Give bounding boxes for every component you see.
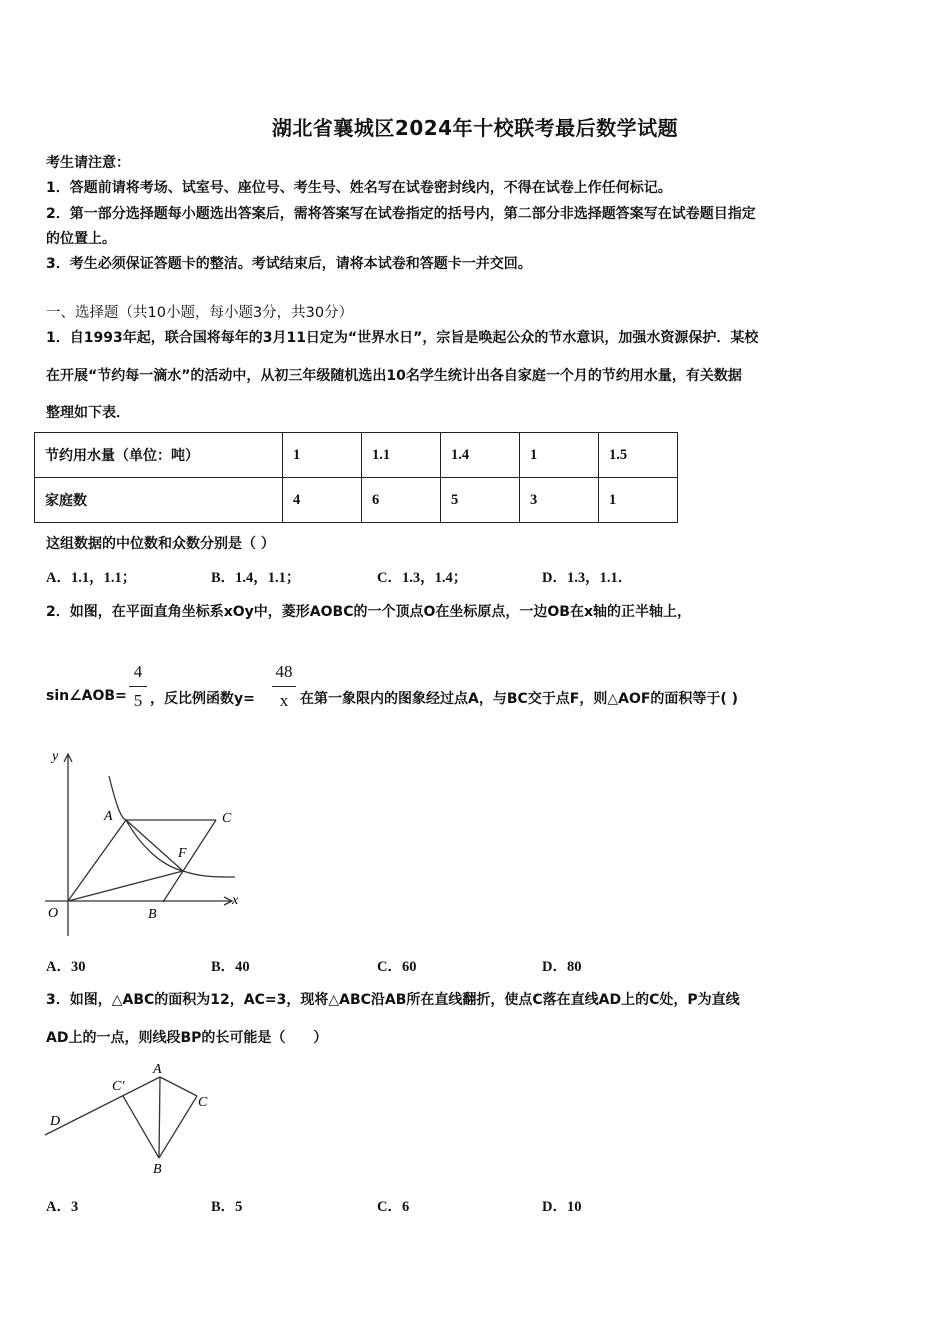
table-row: [35, 433, 678, 478]
fraction-48-x: [272, 662, 296, 711]
q2-suffix: 在第一象限内的图象经过点A，与BC交于点F，则△AOF的面积等于( ): [300, 691, 739, 707]
notice-item-2: 2．第一部分选择题每小题选出答案后，需将答案写在试卷指定的括号内，第二部分非选择题答案写在试卷题目指定: [46, 206, 756, 222]
table-cell: 1: [599, 478, 678, 523]
table-row: [35, 478, 678, 523]
label-c: C: [222, 811, 232, 826]
fraction-denominator: 5: [133, 691, 143, 710]
q1-option-c[interactable]: C．1.3，1.4；: [377, 570, 468, 586]
q3-option-c[interactable]: C．6: [377, 1199, 410, 1215]
q1-line-2: 在开展“节约每一滴水”的活动中，从初三年级随机选出10名学生统计出各自家庭一个月的节约用水量，有关数据: [46, 368, 742, 384]
label-a: A: [153, 1062, 162, 1077]
label-y: y: [52, 749, 59, 764]
table-cell: 1.1: [362, 433, 441, 478]
q3-figure-triangle-fold: [40, 1055, 230, 1180]
section-heading: 一、选择题（共10小题，每小题3分，共30分）: [46, 305, 354, 321]
table-row-header: 家庭数: [35, 478, 283, 523]
label-c-prime: C′: [112, 1079, 125, 1094]
table-cell: 1.4: [441, 433, 520, 478]
water-saving-table: [34, 432, 678, 523]
table-cell: 6: [362, 478, 441, 523]
q2-sin-prefix: sin∠AOB=: [46, 688, 127, 704]
notice-item-1: 1．答题前请将考场、试室号、座位号、考生号、姓名写在试卷密封线内，不得在试卷上作任何标记。: [46, 180, 672, 196]
q3-line-1: 3．如图，△ABC的面积为12，AC=3，现将△ABC沿AB所在直线翻折，使点C落在直线AD上的C处，P为直线: [46, 992, 740, 1008]
label-o: O: [48, 906, 59, 921]
label-f: F: [178, 846, 187, 861]
q2-line-1: 2．如图，在平面直角坐标系xOy中，菱形AOBC的一个顶点O在坐标原点，一边OB在x轴的正半轴上，: [46, 604, 691, 620]
label-x: x: [232, 893, 239, 908]
q1-question: 这组数据的中位数和众数分别是（ ）: [46, 536, 275, 552]
q3-option-a[interactable]: A．3: [46, 1199, 79, 1215]
q3-option-b[interactable]: B．5: [211, 1199, 243, 1215]
q2-option-a[interactable]: A．30: [46, 959, 86, 975]
table-cell: 1: [283, 433, 362, 478]
fraction-numerator: 4: [129, 662, 147, 687]
fraction-4-5: [129, 662, 147, 711]
fraction-numerator: 48: [272, 662, 296, 687]
q1-option-b[interactable]: B．1.4，1.1；: [211, 570, 301, 586]
table-cell: 1: [520, 433, 599, 478]
label-a: A: [104, 809, 113, 824]
q2-option-b[interactable]: B．40: [211, 959, 250, 975]
q1-option-a[interactable]: A．1.1，1.1；: [46, 570, 137, 586]
q2-mid-text: ，反比例函数y=: [150, 691, 255, 707]
table-row-header: 节约用水量（单位：吨）: [35, 433, 283, 478]
notice-item-2-cont: 的位置上。: [46, 231, 116, 247]
table-cell: 4: [283, 478, 362, 523]
q2-option-c[interactable]: C．60: [377, 959, 417, 975]
q1-line-1: 1．自1993年起，联合国将每年的3月11日定为“世界水日”，宗旨是唤起公众的节水意识，加强水资源保护．某校: [46, 330, 759, 346]
q3-line-2: AD上的一点，则线段BP的长可能是（ ）: [46, 1030, 328, 1046]
q3-option-d[interactable]: D．10: [542, 1199, 582, 1215]
label-c: C: [198, 1095, 208, 1110]
label-b: B: [148, 907, 157, 922]
q1-option-d[interactable]: D．1.3，1.1．: [542, 570, 633, 586]
label-d: D: [50, 1114, 61, 1129]
page-title: 湖北省襄城区2024年十校联考最后数学试题: [271, 116, 679, 140]
q2-option-d[interactable]: D．80: [542, 959, 582, 975]
notice-heading: 考生请注意：: [46, 155, 130, 171]
notice-item-3: 3．考生必须保证答题卡的整洁。考试结束后，请将本试卷和答题卡一并交回。: [46, 256, 532, 272]
q2-figure-rhombus: [40, 740, 250, 940]
fraction-denominator: x: [279, 691, 289, 710]
table-cell: 5: [441, 478, 520, 523]
table-cell: 3: [520, 478, 599, 523]
table-cell: 1.5: [599, 433, 678, 478]
label-b: B: [153, 1162, 162, 1177]
q1-line-3: 整理如下表．: [46, 405, 130, 421]
